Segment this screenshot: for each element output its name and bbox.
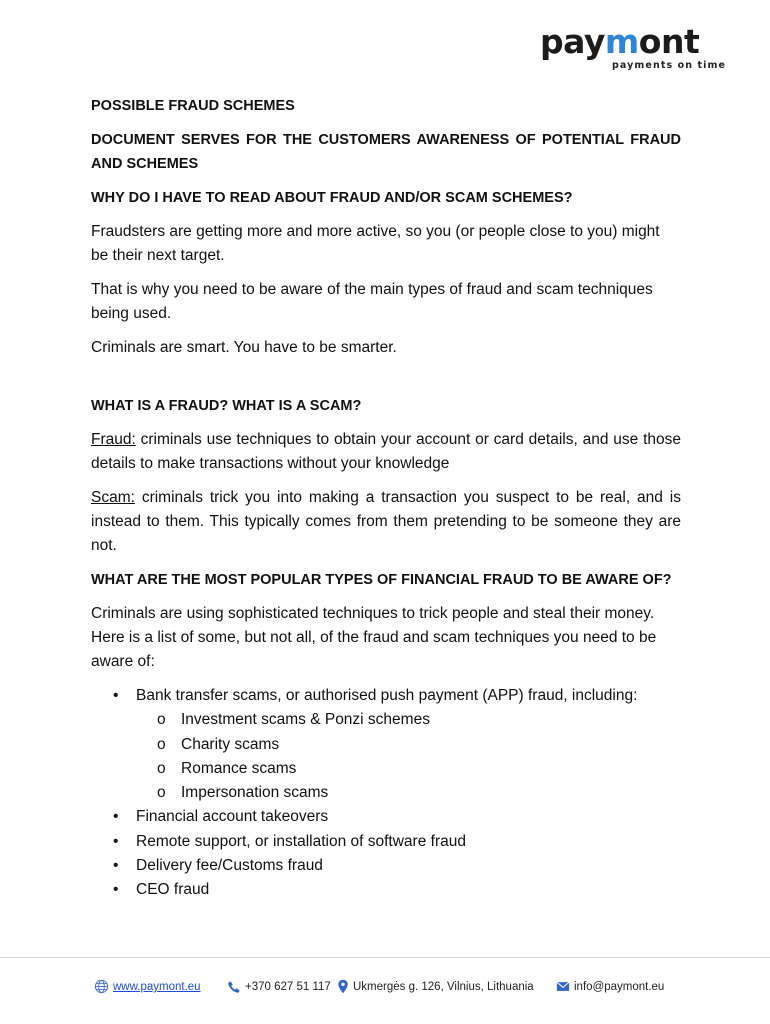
document-subtitle: DOCUMENT SERVES FOR THE CUSTOMERS AWARENESS OF POTENTIAL FRAUD AND SCHEMES bbox=[91, 132, 681, 172]
envelope-icon bbox=[556, 981, 570, 992]
footer-phone bbox=[227, 978, 331, 996]
bank-transfer-sublist bbox=[136, 708, 681, 805]
sublist-item: o Romance scams bbox=[157, 759, 297, 777]
paragraph-list-intro: Criminals are using sophisticated techniques to trick people and steal their money. Here is a list of some, but not all, of the fraud and scam techniques you need to be aware of: bbox=[91, 605, 657, 670]
footer-divider bbox=[0, 957, 770, 958]
sublist-item: o Investment scams & Ponzi schemes bbox=[157, 711, 430, 729]
document-title: POSSIBLE FRAUD SCHEMES bbox=[91, 98, 295, 114]
address-text: Ukmergės g. 126, Vilnius, Lithuania bbox=[353, 981, 534, 993]
email-address: info@paymont.eu bbox=[574, 981, 665, 993]
list-item: • Delivery fee/Customs fraud bbox=[113, 857, 323, 875]
footer-email bbox=[556, 978, 664, 996]
section-heading-what-is: WHAT IS A FRAUD? WHAT IS A SCAM? bbox=[91, 398, 362, 414]
scam-definition-text: criminals trick you into making a transaction you suspect to be real, and is instead to them. This typically comes from them pretending to be someone they are not. bbox=[91, 489, 681, 554]
footer-website bbox=[94, 978, 201, 996]
phone-icon bbox=[227, 980, 241, 994]
spacer bbox=[91, 370, 681, 394]
globe-icon bbox=[94, 979, 109, 994]
logo-wordmark: paymont bbox=[540, 22, 700, 61]
footer-address bbox=[337, 978, 534, 996]
list-item: • CEO fraud bbox=[113, 881, 210, 899]
paymont-logo bbox=[540, 22, 727, 74]
fraud-term: Fraud: bbox=[91, 431, 136, 448]
list-item: • Remote support, or installation of software fraud bbox=[113, 832, 466, 850]
section-heading-popular-types: WHAT ARE THE MOST POPULAR TYPES OF FINANCIAL FRAUD TO BE AWARE OF? bbox=[91, 572, 672, 588]
document-body bbox=[91, 94, 681, 903]
list-item: • Bank transfer scams, or authorised push payment (APP) fraud, including: o Investment scams & Ponzi schemes o Charity scams o Romance scams o Impersonation scams bbox=[136, 684, 681, 805]
sublist-item: o Charity scams bbox=[157, 735, 280, 753]
website-link[interactable]: www.paymont.eu bbox=[113, 981, 201, 993]
footer bbox=[0, 978, 770, 998]
section-heading-why: WHY DO I HAVE TO READ ABOUT FRAUD AND/OR SCAM SCHEMES? bbox=[91, 190, 573, 206]
paragraph-awareness: That is why you need to be aware of the main types of fraud and scam techniques being used. bbox=[91, 281, 653, 322]
list-item: • Financial account takeovers bbox=[113, 808, 329, 826]
scam-term: Scam: bbox=[91, 489, 135, 506]
sublist-item: o Impersonation scams bbox=[157, 784, 329, 802]
paragraph-fraud-definition bbox=[91, 428, 681, 476]
fraud-types-list bbox=[91, 684, 681, 903]
phone-number: +370 627 51 117 bbox=[245, 981, 331, 993]
location-pin-icon bbox=[337, 979, 349, 994]
logo-tagline: payments on time bbox=[612, 60, 727, 71]
paragraph-scam-definition bbox=[91, 486, 681, 558]
fraud-definition-text: criminals use techniques to obtain your account or card details, and use those details to make transactions without your knowledge bbox=[91, 431, 681, 472]
paragraph-criminals-smart: Criminals are smart. You have to be smarter. bbox=[91, 339, 397, 356]
bullet: • bbox=[113, 687, 119, 704]
paragraph-fraudsters: Fraudsters are getting more and more active, so you (or people close to you) might be their next target. bbox=[91, 223, 660, 264]
